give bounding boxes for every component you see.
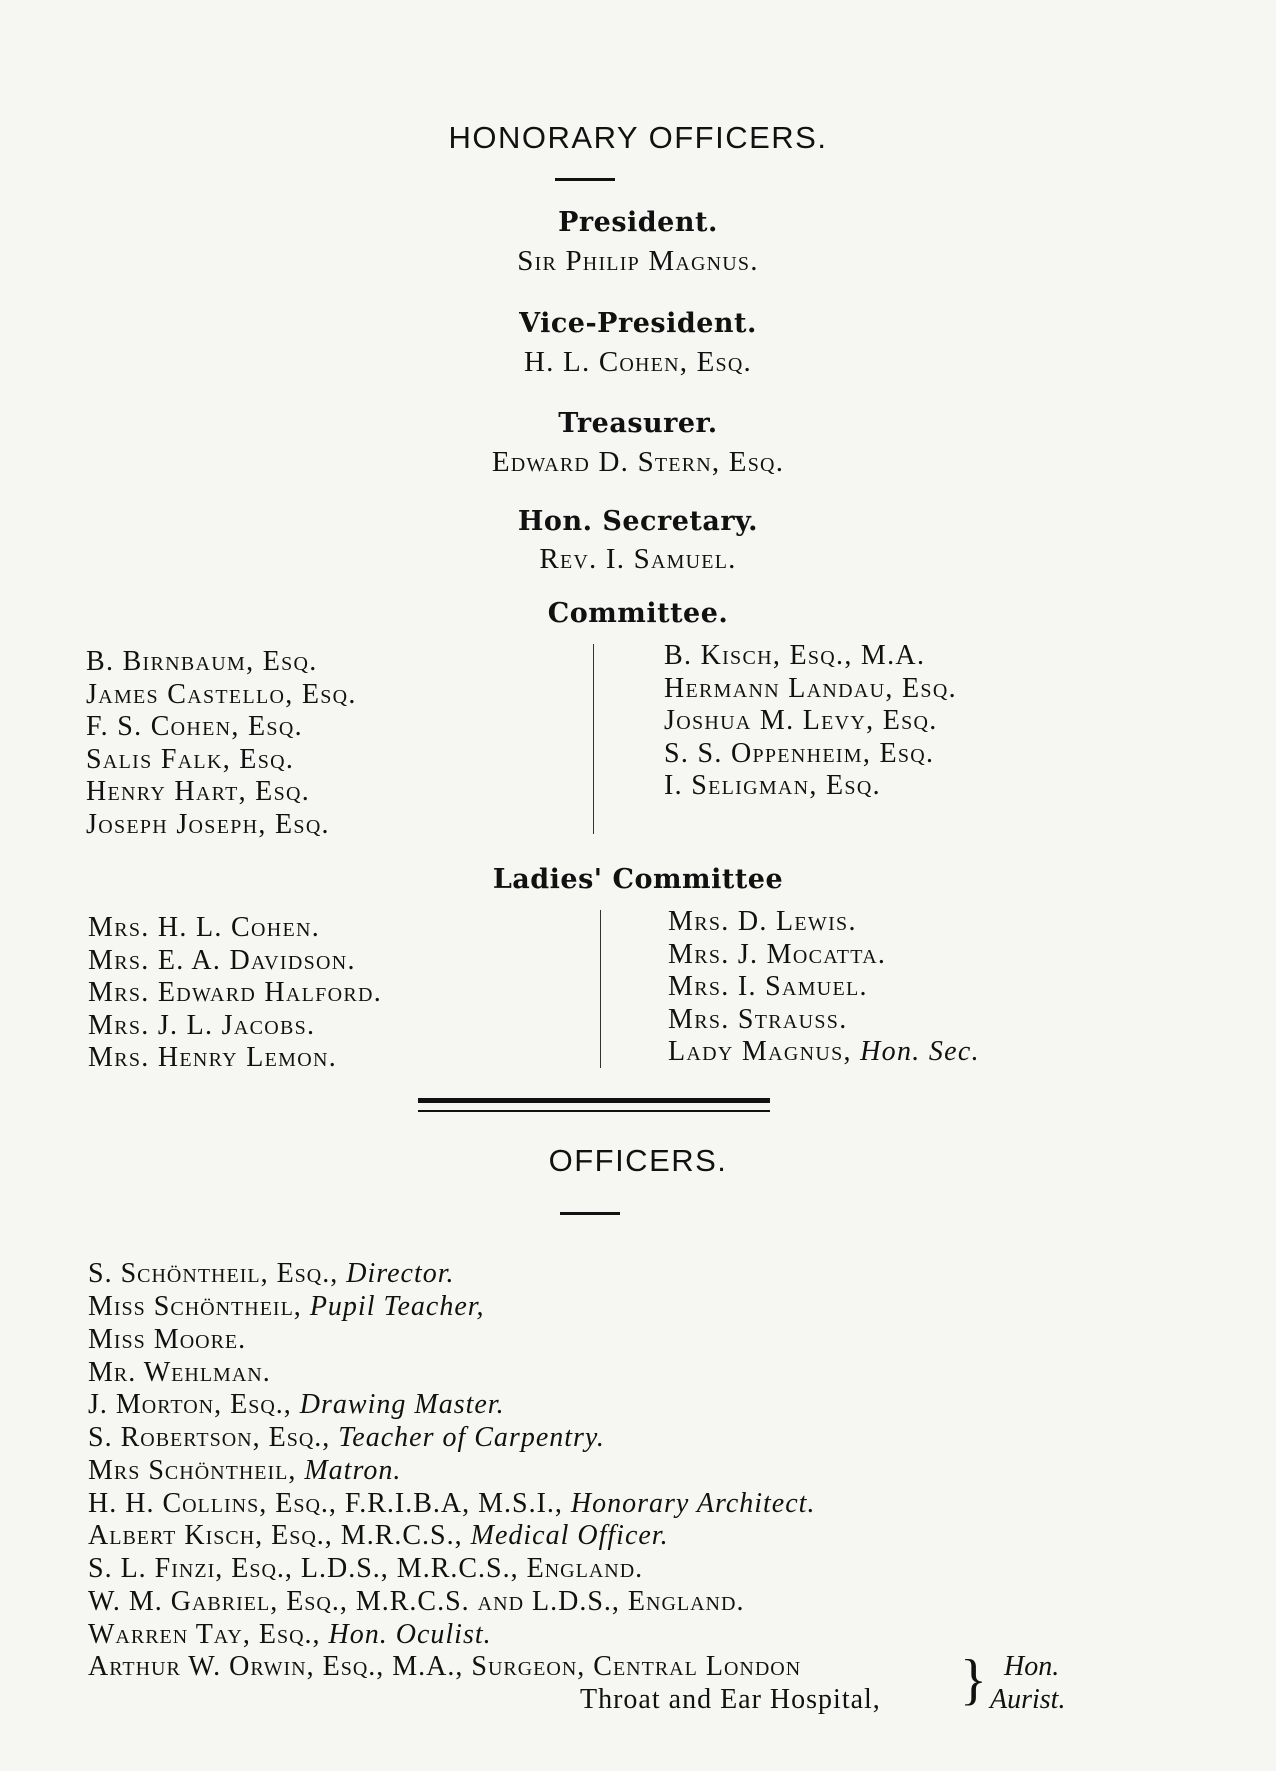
president-label: President.	[558, 207, 718, 238]
committee-member: B. Birnbaum, Esq.	[86, 646, 318, 677]
ladies-committee-label: Ladies' Committee	[492, 864, 784, 895]
officer-row-orwin-line2	[580, 1684, 881, 1716]
officer-name: S. Robertson, Esq.,	[88, 1422, 331, 1453]
brace-glyph: }	[960, 1649, 987, 1711]
treasurer-name: Edward D. Stern, Esq.	[491, 446, 785, 478]
ladies-left-column	[88, 912, 382, 1075]
officer-name: Miss Moore.	[88, 1324, 247, 1355]
ladies-member: Mrs. J. L. Jacobs.	[88, 1009, 316, 1041]
ladies-member: Mrs. D. Lewis.	[668, 906, 857, 937]
officers-heading: OFFICERS.	[548, 1143, 728, 1178]
officer-role: Pupil Teacher,	[309, 1291, 485, 1322]
committee-member: F. S. Cohen, Esq.	[86, 711, 303, 742]
committee-divider	[593, 644, 594, 834]
committee-member: B. Kisch, Esq., M.A.	[664, 640, 926, 671]
ladies-member-role: Hon. Sec.	[860, 1036, 980, 1067]
ladies-member: Mrs. Strauss.	[668, 1003, 848, 1035]
officer-role: Teacher of Carpentry.	[338, 1422, 605, 1453]
officer-row	[88, 1258, 455, 1290]
committee-left-column	[86, 646, 357, 841]
committee-member: S. S. Oppenheim, Esq.	[664, 737, 935, 769]
ladies-member	[668, 1036, 980, 1069]
ladies-divider	[600, 910, 601, 1068]
officers-heading-rule	[560, 1212, 620, 1215]
officer-name: Warren Tay, Esq.,	[88, 1619, 321, 1650]
officer-name: S. L. Finzi, Esq., L.D.S., M.R.C.S., England.	[88, 1553, 644, 1584]
honorary-officers-heading: HONORARY OFFICERS.	[448, 120, 828, 155]
committee-member: Hermann Landau, Esq.	[664, 672, 957, 704]
officer-role: Medical Officer.	[470, 1520, 669, 1551]
committee-member: I. Seligman, Esq.	[664, 770, 881, 801]
committee-right-column	[664, 640, 957, 803]
ladies-member-name: Lady Magnus,	[668, 1036, 852, 1067]
officer-role: Aurist.	[990, 1684, 1066, 1715]
officer-name: Miss Schöntheil,	[88, 1291, 302, 1322]
officer-role: Director.	[346, 1258, 455, 1289]
officer-role: Hon.	[1004, 1651, 1060, 1682]
officer-row	[88, 1357, 271, 1389]
officer-row	[88, 1488, 815, 1520]
president-name: Sir Philip Magnus.	[517, 245, 759, 277]
officer-role: Hon. Oculist.	[328, 1619, 492, 1650]
officer-affiliation: Throat and Ear Hospital,	[580, 1684, 881, 1715]
treasurer-label: Treasurer.	[558, 408, 718, 439]
officer-name: Arthur W. Orwin, Esq., M.A., Surgeon, Central London	[88, 1651, 802, 1682]
officer-name: J. Morton, Esq.,	[88, 1389, 292, 1420]
officer-row	[88, 1324, 246, 1356]
officer-name: W. M. Gabriel, Esq., M.R.C.S. and L.D.S., England.	[88, 1586, 745, 1617]
committee-member: Henry Hart, Esq.	[86, 776, 311, 807]
ladies-member: Mrs. Edward Halford.	[88, 977, 383, 1008]
committee-member: James Castello, Esq.	[86, 678, 357, 710]
ladies-right-column	[668, 906, 980, 1069]
section-divider-thin	[418, 1110, 770, 1112]
officer-row	[88, 1291, 485, 1323]
officer-row	[88, 1619, 492, 1651]
committee-label: Committee.	[547, 598, 729, 629]
ladies-member: Mrs. Henry Lemon.	[88, 1042, 338, 1073]
committee-member: Salis Falk, Esq.	[86, 743, 295, 775]
officer-row	[88, 1422, 605, 1454]
officer-row	[88, 1520, 669, 1552]
heading-rule	[555, 178, 615, 181]
committee-member: Joshua M. Levy, Esq.	[664, 705, 938, 736]
officer-role: Honorary Architect.	[570, 1488, 816, 1519]
ladies-member: Mrs. I. Samuel.	[668, 971, 868, 1002]
vice-president-name: H. L. Cohen, Esq.	[524, 346, 752, 378]
officer-row	[88, 1586, 744, 1618]
secretary-name: Rev. I. Samuel.	[539, 543, 737, 575]
vice-president-label: Vice-President.	[519, 308, 757, 339]
officer-role: Matron.	[304, 1455, 402, 1486]
ladies-member: Mrs. H. L. Cohen.	[88, 912, 321, 943]
officer-row	[88, 1455, 401, 1487]
officer-role: Drawing Master.	[299, 1389, 505, 1420]
officer-name: H. H. Collins, Esq., F.R.I.B.A, M.S.I.,	[88, 1488, 563, 1519]
ladies-member: Mrs. E. A. Davidson.	[88, 944, 356, 976]
secretary-label: Hon. Secretary.	[517, 506, 759, 537]
officer-name: Albert Kisch, Esq., M.R.C.S.,	[88, 1520, 463, 1551]
officer-name: Mr. Wehlman.	[88, 1357, 271, 1388]
officer-name: S. Schöntheil, Esq.,	[88, 1258, 339, 1289]
committee-member: Joseph Joseph, Esq.	[86, 808, 330, 840]
section-divider-thick	[418, 1098, 770, 1103]
officer-name: Mrs Schöntheil,	[88, 1455, 297, 1486]
officer-row	[88, 1553, 643, 1585]
officer-row	[88, 1389, 505, 1421]
ladies-member: Mrs. J. Mocatta.	[668, 938, 887, 970]
officer-row-orwin-line1	[88, 1651, 801, 1683]
